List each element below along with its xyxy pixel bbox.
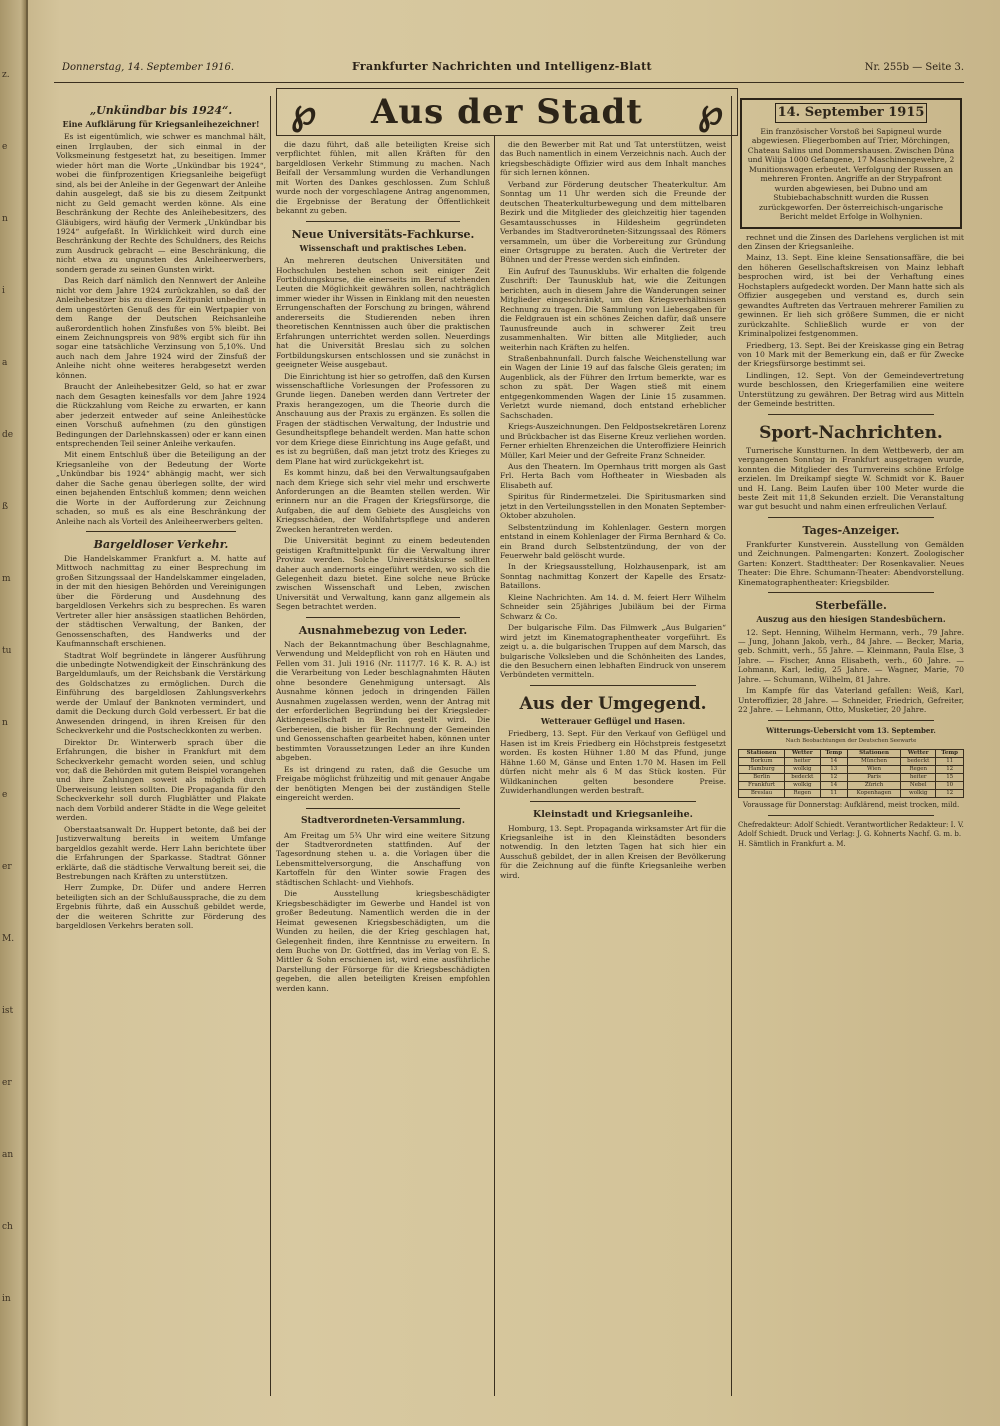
article-divider [530, 685, 696, 686]
article-divider [768, 517, 934, 518]
article-paragraph: Braucht der Anleihebesitzer Geld, so hat er zwar nach dem Gesagten keinesfalls vor dem Jahre 1924 die Rückzahlung vom Reiche zu erwarten, er kann aber jederzeit entweder auf seine Anleihestücke einen Vorschuß aufnehmen (zu den günstigen Bedingungen der Darlehnskassen) oder er kann einen entsprechenden Teil seiner Anleihe verkaufen. [56, 382, 266, 448]
table-cell: Regen [901, 765, 936, 773]
article-subheadline: Auszug aus den hiesigen Standesbüchern. [756, 614, 946, 625]
article-divider [768, 414, 934, 415]
table-cell: Nebel [901, 781, 936, 789]
issue-date: Donnerstag, 14. September 1916. [62, 62, 235, 73]
page-number: Nr. 255b — Seite 3. [864, 62, 964, 73]
article-paragraph: Aus den Theatern. Im Opernhaus tritt morgen als Gast Frl. Herta Bach vom Hoftheater in Wiesbaden als Elisabeth auf. [500, 461, 726, 490]
table-cell: Wien [848, 765, 901, 773]
article-paragraph: Die Einrichtung ist hier so getroffen, daß den Kursen wissenschaftliche Vorlesungen der Professoren zu Grunde liegen. Daneben werden dann Vertreter der Praxis herangezogen, um die Theorie durch die Anschauung aus der Praxis zu ergänzen. Es sollen die Fragen der städtischen Verwaltung, der Industrie und Gesundheitspflege behandelt werden. Man hatte schon vor dem Kriege diese Einrichtung ins Auge gefaßt, und es ist zu begrüßen, daß man jetzt trotz des Krieges zu dem Plane hat wird zurückgekehrt ist. [276, 371, 490, 466]
previous-page-fragment: e [2, 142, 8, 152]
table-cell: 11 [936, 757, 964, 765]
column-3 [500, 140, 726, 1390]
previous-page-fragment: er [2, 1078, 12, 1088]
previous-page-fragment: tu [2, 646, 12, 656]
table-cell: 14 [820, 757, 848, 765]
article-divider [768, 815, 934, 816]
article-paragraph: Es ist eigentümlich, wie schwer es manchmal hält, einen Irrglauben, der sich einmal in der Volksmeinung festgesetzt hat, zu beseitigen. Immer wieder hört man die Worte „Unkündbar bis 1924“, wobei die fünfprozentigen Kriegsanleihe beigefügt sind, als bei der Anleihe in der Gegenwart der Anleihe dahin ausgelegt, daß sie bis zu diesem Zeitpunkt nicht zu Geld gemacht werden könne. Als eine Beschränkung der Rechte des Anleihebesitzers, des Gläubigers, wird häufig der Vermerk „Unkündbar bis 1924“ aufgefaßt. In Wirklichkeit wird durch eine Beschränkung der Rechte des Schuldners, des Reichs zum Ausdruck gebracht — eine Beschränkung, die nicht etwa zu ungunsten des Anleiheerwerbers, sondern gerade zu seinen Gunsten wirkt. [56, 132, 266, 274]
section-headline: Aus der Umgegend. [519, 693, 707, 714]
anniversary-box [740, 98, 962, 229]
article-subheadline: Wetterauer Geflügel und Hasen. [540, 715, 686, 726]
article-paragraph: Turnerische Kunstturnen. In dem Wettbewerb, der am vergangenen Sonntag in Frankfurt ausgetragen wurde, konnten die Mitglieder des Turnvereins schöne Erfolge erzielen. Im Dreikampf siegte W. Schmidt vor K. Bauer und H. Lang. Beim Laufen über 100 Meter wurde die beste Zeit mit 11,8 Sekunden erzielt. Die Veranstaltung war gut besucht und nahm einen erfreulichen Verlauf. [738, 445, 964, 512]
article-paragraph: Spiritus für Rindermetzelei. Die Spiritusmarken sind jetzt in den Verteilungsstellen in den Monaten September-Oktober abzuholen. [500, 492, 726, 521]
table-cell: 12 [936, 789, 964, 797]
article-headline: Bargeldloser Verkehr. [93, 538, 229, 552]
table-row [739, 757, 964, 765]
previous-page-fragment: a [2, 358, 8, 368]
article-divider [306, 617, 460, 618]
previous-page-fragment: i [2, 286, 5, 296]
article-paragraph: Herr Zumpke, Dr. Düfer und andere Herren beteiligten sich an der Schlußaussprache, die zu dem Ergebnis führte, daß ein Ausschuß gebildet werde, der die weiteren Schritte zur Förderung des bargeldlosen Verkehrs beraten soll. [56, 883, 266, 931]
weather-body [739, 757, 964, 797]
article-paragraph: Am Freitag um 5¾ Uhr wird eine weitere Sitzung der Stadtverordneten stattfinden. Auf der Tagesordnung stehen u. a. die Vorlagen über die Lebensmittelversorgung, die Anschaffung von Kartoffeln für den Winter sowie Fragen des städtischen Schlacht- und Viehhofs. [276, 830, 490, 887]
article-paragraph: Straßenbahnunfall. Durch falsche Weichenstellung war ein Wagen der Linie 19 auf das falsche Gleis geraten; im Augenblick, als der Führer den Irrtum bemerkte, war es schon zu spät. Der Wagen stieß mit einem entgegenkommenden Wagen der Linie 15 zusammen. Verletzt wurde niemand, doch entstand erheblicher Sachschaden. [500, 353, 726, 420]
table-row [739, 773, 964, 781]
article-headline: Kleinstadt und Kriegsanleihe. [533, 808, 693, 820]
table-cell: 13 [820, 765, 848, 773]
table-cell: bedeckt [785, 773, 820, 781]
article-paragraph: Der bulgarische Film. Das Filmwerk „Aus Bulgarien“ wird jetzt im Kinematographentheater vorgeführt. Es zeigt u. a. die bulgarischen Truppen auf dem Marsch, das bulgarische Volksleben und die Schönheiten des Landes, die den Besuchern einen lebhaften Eindruck von unserem Verbündeten vermitteln. [500, 623, 726, 680]
table-cell: 12 [936, 765, 964, 773]
article-divider [768, 592, 934, 593]
article-paragraph: Verband zur Förderung deutscher Theaterkultur. Am Sonntag um 11 Uhr werden sich die Freunde der deutschen Theaterkulturbewegung und dem mittelbaren Bezirk und die Mitglieder des gleichzeitig hier tagenden Gesamtausschusses in Hildesheim gegründeten Verbandes im Stadtverordneten-Sitzungssaal des Römers versammeln, um über die Vorbereitung zur Gründung einer Ortsgruppe zu beraten. Auch die Vertreter der Bühnen und der Presse werden sich einfinden. [500, 179, 726, 265]
article-paragraph: Friedberg, 13. Sept. Bei der Kreiskasse ging ein Betrag von 10 Mark mit der Bemerkung ein, daß er für Zwecke der Kriegsfürsorge bestimmt sei. [738, 340, 964, 369]
previous-page-fragment: ist [2, 1006, 14, 1016]
article-paragraph: Kleine Nachrichten. Am 14. d. M. feiert Herr Wilhelm Schneider sein 25jähriges Jubiläum bei der Firma Schwarz & Co. [500, 592, 726, 621]
table-cell: Hamburg [739, 765, 785, 773]
table-cell: Frankfurt [739, 781, 785, 789]
article-paragraph: Die Universität beginnt zu einem bedeutenden geistigen Kraftmittelpunkt für die Verwaltung ihrer Provinz werden. Solche Universitätskurse sollten daher auch andernorts eingeführt werden, wo sich die Gelegenheit dazu bietet. Eine solche neue Brücke zwischen Wissenschaft und Leben, zwischen Universität und Verwaltung, kann ganz allgemein als Segen betrachtet werden. [276, 536, 490, 612]
newspaper-name: Frankfurter Nachrichten und Intelligenz-Blatt [352, 60, 652, 73]
previous-page-fragment: n [2, 214, 8, 224]
previous-page-fragment: de [2, 430, 14, 440]
previous-page-fragment: er [2, 862, 12, 872]
obituary-list: 12. Sept. Henning, Wilhelm Hermann, verh., 79 Jahre. — Jung, Johann Jakob, verh., 84 Jahre. — Becker, Maria, geb. Schmitt, verh., 55 Jahre. — Kleinmann, Paula Else, 3 Jahre. — Fischer, Anna Elisabeth, verh., 60 Jahre. — Lohmann, Karl, ledig, 25 Jahre. — Wagner, Marie, 70 Jahre. — Schumann, Wilhelm, 81 Jahre. [738, 627, 964, 684]
previous-page-fragment: n [2, 718, 8, 728]
weather-header-row [739, 749, 964, 757]
table-cell: Kopenhagen [848, 789, 901, 797]
article-paragraph: Lindlingen, 12. Sept. Von der Gemeindevertretung wurde beschlossen, den Kriegerfamilien eine weitere Unterstützung zu gewähren. Der Betrag wird aus Mitteln der Gemeinde bestritten. [738, 370, 964, 409]
column-rule [731, 96, 732, 1396]
table-row [739, 789, 964, 797]
article-paragraph: Mainz, 13. Sept. Eine kleine Sensationsaffäre, die bei den höheren Gesellschaftskreisen von Mainz lebhaft besprochen wird, ist bei der Verhaftung eines Hochstaplers aufgedeckt worden. Der Mann hatte sich als Offizier ausgegeben und verstand es, durch sein gewandtes Auftreten das Vertrauen mehrerer Familien zu gewinnen. Er lieh sich größere Summen, die er nicht zurückzahlte. Schließlich wurde er von der Kriminalpolizei festgenommen. [738, 253, 964, 339]
section-masthead [276, 88, 738, 136]
page-header [62, 58, 964, 78]
article-divider [768, 720, 934, 721]
article-divider [306, 808, 460, 809]
article-paragraph: Das Reich darf nämlich den Nennwert der Anleihe nicht vor dem Jahre 1924 zurückzahlen, so daß der Anleihebesitzer bis zu diesem Zeitpunkt unbedingt in dem ungestörten Genuß des für ein Wertpapier von dem Range der Deutschen Reichsanleihe außerordentlich hohen Zinsfußes von 5% bleibt. Bei einem Zeichnungspreis von 98% ergibt sich für ihn sogar eine tatsächliche Verzinsung von 5,10%. Und auch nach dem Jahre 1924 wird der Zinsfuß der Anleihe nicht ohne weiteres herabgesetzt werden können. [56, 276, 266, 380]
article-divider [530, 801, 696, 802]
previous-page-fragment: ß [2, 502, 9, 512]
article-paragraph: Die Ausstellung kriegsbeschädigter Kriegsbeschädigter im Gewerbe und Handel ist von großer Bedeutung. Namentlich werden die in der Heimat gewesenen Kriegsbeschädigten, um die Wunden zu heilen, die der Krieg geschlagen hat, Gelegenheit finden, ihre Kenntnisse zu erweitern. In dem Buche von Dr. Gottfried, das im Verlag von E. S. Mittler & Sohn erschienen ist, wird eine ausführliche Darstellung der Fürsorge für die Kriegsbeschädigten gegeben, die allen beteiligten Kreisen empfohlen werden kann. [276, 889, 490, 993]
table-cell: Paris [848, 773, 901, 781]
section-headline: Sterbefälle. [815, 599, 887, 613]
previous-page-fragment: in [2, 1294, 11, 1304]
article-headline: Stadtverordneten-Versammlung. [301, 815, 465, 826]
article-paragraph: Nach der Bekanntmachung über Beschlagnahme, Verwendung und Meldepflicht von roh en Häuten und Fellen vom 31. Juli 1916 (Nr. 1117/7. 16 K. R. A.) ist die Verarbeitung von Leder beschlagnahmten Häuten ohne besondere Genehmigung untersagt. Als Ausnahme können jedoch in dringenden Fällen Ausnahmen zugelassen werden, wenn der Antrag mit der erforderlichen Begründung bei der Kriegsleder-Aktiengesellschaft in Berlin gestellt wird. Die Gerbereien, die bisher für Rechnung der Gemeinden und Genossenschaften gearbeitet haben, können unter bestimmten Voraussetzungen Leder an ihre Kunden abgeben. [276, 639, 490, 763]
article-paragraph: Friedberg, 13. Sept. Für den Verkauf von Geflügel und Hasen ist im Kreis Friedberg ein Höchstpreis festgesetzt worden. Es kosten Hühner 1.80 M das Pfund, junge Hähne 1.60 M, Gänse und Enten 1.70 M. Hasen im Fell dürfen nicht mehr als 6 M das Stück kosten. Für Wildkaninchen gelten besondere Preise. Zuwiderhandlungen werden bestraft. [500, 729, 726, 796]
imprint: Chefredakteur: Adolf Schiedt. Verantwortlicher Redakteur: I. V. Adolf Schiedt. Druck und Verlag: J. G. Kohnerts Nachf. G. m. b. H. Sämtlich in Frankfurt a. M. [738, 821, 964, 848]
table-cell: Zürich [848, 781, 901, 789]
table-cell: 11 [820, 789, 848, 797]
article-paragraph: Homburg, 13. Sept. Propaganda wirksamster Art für die Kriegsanleihe ist in den Kleinstädten besonders notwendig. In den letzten Tagen hat sich hier ein Ausschuß gebildet, der in allen Kreisen der Bevölkerung für die Zeichnung auf die fünfte Kriegsanleihe werben wird. [500, 823, 726, 880]
article-paragraph: die den Bewerber mit Rat und Tat unterstützen, weist das Buch namentlich in einem Verzeichnis nach. Auch der kriegsbeschädigte Offizier wird aus dem Inhalt manches für sich lernen können. [500, 140, 726, 178]
previous-page-edge [0, 0, 28, 1426]
weather-forecast: Voraussage für Donnerstag: Aufklärend, meist trocken, mild. [742, 800, 960, 809]
article-divider [86, 531, 236, 532]
table-cell: 12 [820, 773, 848, 781]
section-title: Aus der Stadt [370, 92, 643, 132]
column-2 [276, 140, 490, 1390]
article-paragraph: Frankfurter Kunstverein. Ausstellung von Gemälden und Zeichnungen. Palmengarten: Konzert. Zoologischer Garten: Konzert. Stadttheater: Der Rosenkavalier. Neues Theater: Die Ehre. Schumann-Theater: Abendvorstellung. Kinematographentheater: Kriegsbilder. [738, 539, 964, 587]
table-cell: München [848, 757, 901, 765]
anniversary-text: Ein französischer Vorstoß bei Sapigneul wurde abgewiesen. Fliegerbomben auf Trier, Mörchingen, Chateau Salins und Dommershausen. Zwischen Düna und Wilija 1000 Gefangene, 17 Maschinengewehre, 2 Munitionswagen erbeutet. Verfolgung der Russen an mehreren Fronten. Angriffe an der Strypafront wurden abgewiesen, bei Dubno und am Stubiebachabschnitt wurden die Russen zurückgeworfen. Der österreichisch-ungarische Bericht meldet Erfolge in Wolhynien. [747, 127, 955, 222]
article-headline: Neue Universitäts-Fachkurse. [291, 227, 475, 241]
article-paragraph: Stadtrat Wolf begründete in längerer Ausführung die unbedingte Notwendigkeit der Einschränkung des Bargeldumlaufs, um der Reichsbank die Verstärkung des Goldschatzes zu ermöglichen. Durch die Einführung des bargeldlosen Zahlungsverkehrs werde der Umlauf der Banknoten vermindert, und damit die Deckung durch Gold verbessert. Er bat die Anwesenden dringend, in ihren Kreisen für den Scheckverkehr und die Postscheckkonten zu werben. [56, 650, 266, 736]
weather-header-cell: Wetter [785, 749, 820, 757]
previous-page-fragment: z. [2, 70, 10, 80]
table-cell: heiter [785, 757, 820, 765]
table-cell: 10 [936, 781, 964, 789]
table-row [739, 781, 964, 789]
weather-header-cell: Temp [936, 749, 964, 757]
weather-title: Witterungs-Uebersicht vom 13. September. [766, 725, 936, 735]
table-cell: wolkig [785, 765, 820, 773]
article-paragraph: Kriegs-Auszeichnungen. Den Feldpostsekretären Lorenz und Brückbacher ist das Eiserne Kreuz verliehen worden. Ferner erhielten Ehrenzeichen die Unteroffiziere Heinrich Müller, Karl Meier und der Gefreite Franz Schneider. [500, 422, 726, 460]
header-rule [54, 82, 964, 83]
table-cell: bedeckt [901, 757, 936, 765]
table-cell: 15 [936, 773, 964, 781]
article-paragraph: Oberstaatsanwalt Dr. Huppert betonte, daß bei der Justizverwaltung bereits in weitem Umfange bargeldlos gezahlt werde. Herr Lahn berichtete über die Erfahrungen der Sparkasse. Stadtrat Gönner erklärte, daß die städtische Verwaltung bereit sei, die Bestrebungen nach Kräften zu unterstützen. [56, 824, 266, 881]
weather-header-cell: Stationen [739, 749, 785, 757]
table-cell: wolkig [785, 781, 820, 789]
table-cell: 14 [820, 781, 848, 789]
article-paragraph: Es ist dringend zu raten, daß die Gesuche um Freigabe möglichst frühzeitig und mit genauer Angabe der benötigten Mengen bei der zuständigen Stelle eingereicht werden. [276, 764, 490, 803]
article-paragraph: rechnet und die Zinsen des Darlehens verglichen ist mit den Zinsen der Kriegsanleihe. [738, 232, 964, 251]
section-headline: Tages-Anzeiger. [802, 523, 900, 537]
ornament-right-icon: ℘ [697, 91, 723, 133]
weather-header-cell: Stationen [848, 749, 901, 757]
article-paragraph: Ein Aufruf des Taunusklubs. Wir erhalten die folgende Zuschrift: Der Taunusklub hat, wie die Zeitungen berichten, auch in diesem Jahre die Wanderungen seiner Mitglieder eingeschränkt, um den Kriegsverhältnissen Rechnung zu tragen. Die Sammlung von Liebesgaben für die Feldgrauen ist ein schönes Zeichen dafür, daß unsere Taunusfreunde auch in schwerer Zeit treu zusammenhalten. Wir bitten alle Mitglieder, auch weiterhin nach Kräften zu helfen. [500, 266, 726, 352]
previous-page-fragment: M. [2, 934, 15, 944]
article-subheadline: Eine Aufklärung für Kriegsanleihezeichner! [62, 119, 260, 129]
table-cell: heiter [901, 773, 936, 781]
article-paragraph: die dazu führt, daß alle beteiligten Kreise sich verpflichtet fühlen, mit allen Kräften für den bargeldlosen Verkehr Stimmung zu machen. Nach Beifall der Versammlung wurden die Verhandlungen mit Worten des Dankes geschlossen. Zum Schluß wurde noch der vorgeschlagene Antrag angenommen, die Ergebnisse der Beratung der Öffentlichkeit bekannt zu geben. [276, 140, 490, 216]
article-paragraph: Direktor Dr. Winterwerb sprach über die Erfahrungen, die bisher in Frankfurt mit dem Scheckverkehr gemacht worden seien, und schlug vor, daß die Behörden mit gutem Beispiel vorangehen und ihre Zahlungen soweit als möglich durch Überweisung leisten sollten. Die Propaganda für den Scheckverkehr soll durch Flugblätter und Plakate nach dem Vorbild anderer Städte in die Wege geleitet werden. [56, 737, 266, 823]
obituary-list: Im Kampfe für das Vaterland gefallen: Weiß, Karl, Unteroffizier, 28 Jahre. — Schneider, Friedrich, Gefreiter, 22 Jahre. — Lehmann, Otto, Musketier, 20 Jahre. [738, 686, 964, 715]
previous-page-fragment: e [2, 790, 8, 800]
article-headline: „Unkündbar bis 1924“. [89, 104, 233, 117]
table-cell: Borkum [739, 757, 785, 765]
weather-header-cell: Wetter [901, 749, 936, 757]
article-subheadline: Wissenschaft und praktisches Leben. [299, 242, 467, 253]
table-cell: Regen [785, 789, 820, 797]
column-rule [270, 96, 271, 1396]
table-row [739, 765, 964, 773]
article-headline: Ausnahmebezug von Leder. [298, 623, 468, 637]
previous-page-fragment: an [2, 1150, 14, 1160]
section-headline: Sport-Nachrichten. [759, 422, 943, 443]
previous-page-fragment: ch [2, 1222, 13, 1232]
table-cell: Breslau [739, 789, 785, 797]
column-rule [494, 136, 495, 1396]
article-paragraph: An mehreren deutschen Universitäten und Hochschulen bestehen schon seit einiger Zeit Fortbildungskurse, die einerseits im Beruf stehenden Leuten die Möglichkeit gewähren sollen, nachträglich immer wieder ihr Wissen in Einklang mit den neuesten Errungenschaften der Forschung zu bringen, während andererseits die Studierenden neben ihren theoretischen Kenntnissen auch über die praktischen Erfahrungen unterrichtet werden sollen. Neuerdings hat die Universität Breslau sich zu solchen Fortbildungskursen entschlossen und sie zunächst in geeigneter Weise ausgebaut. [276, 256, 490, 370]
table-cell: wolkig [901, 789, 936, 797]
column-1 [56, 98, 266, 1398]
previous-page-fragment: m [2, 574, 11, 584]
article-paragraph: In der Kriegsausstellung, Holzhausenpark, ist am Sonntag nachmittag Konzert der Kapelle des Ersatz-Bataillons. [500, 562, 726, 591]
article-paragraph: Mit einem Entschluß über die Beteiligung an der Kriegsanleihe von der Bedeutung der Worte „Unkündbar bis 1924“ abhängig macht, wer sich daher die Sache genau überlegen sollte, der wird einen bejahenden Entschluß kommen; denn weichen die Worte in der Aufforderung zur Zeichnung schaden, so muß es als eine Beschränkung der Anleihe nach als Vorteil des Anleiheerwerbers gelten. [56, 450, 266, 526]
article-paragraph: Die Handelskammer Frankfurt a. M. hatte auf Mittwoch nachmittag zu einer Besprechung im großen Sitzungssaal der Handelskammer eingeladen, in der mit den hiesigen Behörden und Vereinigungen über die Förderung und Ausdehnung des bargeldlosen Verkehrs sich zu besprechen. Es waren Vertreter aller hier ansässigen staatlichen Behörden, der städtischen Verwaltung, der Banken, der Genossenschaften, des Handwerks und der Kaufmannschaft erschienen. [56, 554, 266, 649]
weather-table [738, 749, 964, 798]
weather-header-cell: Temp [820, 749, 848, 757]
article-paragraph: Es kommt hinzu, daß bei den Verwaltungsaufgaben nach dem Kriege sich sehr viel mehr und erschwerte Anforderungen an die Beamten stellen werden. Wir erinnern nur an die Fragen der Kriegsfürsorge, die Aufgaben, die auf dem Gebiete des Ausgleichs von Kriegsschäden, der Wohlfahrtspflege und anderen Zwecken herantreten werden. [276, 468, 490, 534]
column-4 [738, 98, 964, 1398]
table-cell: Berlin [739, 773, 785, 781]
article-paragraph: Selbstentzündung im Kohlenlager. Gestern morgen entstand in einem Kohlenlager der Firma Bernhard & Co. ein Brand durch Selbstentzündung, der von der Feuerwehr bald gelöscht wurde. [500, 522, 726, 561]
article-divider [306, 221, 460, 222]
weather-note: Nach Beobachtungen der Deutschen Seewarte [785, 738, 917, 745]
anniversary-date: 14. September 1915 [775, 103, 927, 123]
ornament-left-icon: ℘ [291, 91, 317, 133]
